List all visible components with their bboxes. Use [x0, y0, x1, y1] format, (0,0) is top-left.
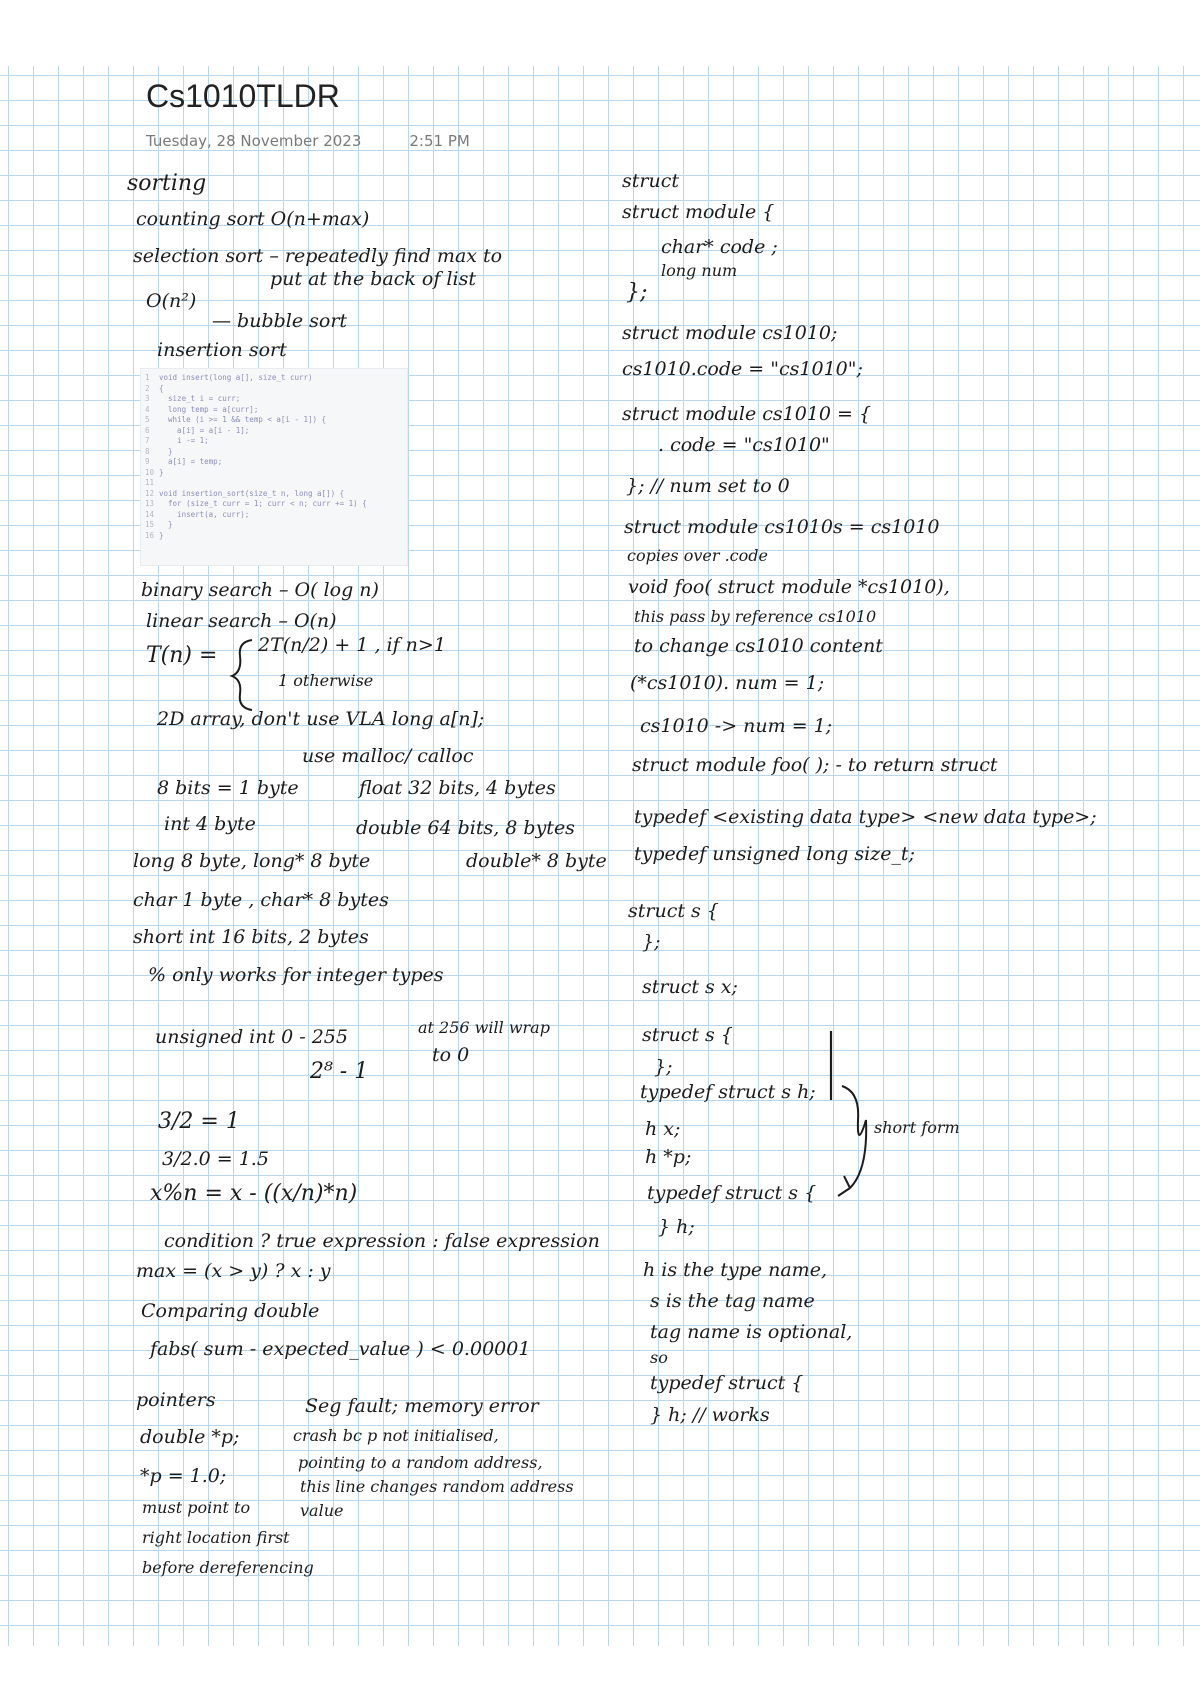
- struct-decl: struct module {: [622, 201, 775, 223]
- code-line: 12 void insertion_sort(size_t n, long a[]) {: [145, 488, 345, 498]
- code-line: 8 }: [145, 446, 173, 456]
- struct-init-close: }; // num set to 0: [626, 475, 790, 497]
- note-type-name: h is the type name,: [643, 1259, 827, 1281]
- code-line: 15 }: [145, 520, 173, 529]
- note-wrap: at 256 will wrap: [418, 1018, 550, 1037]
- note-double-p: double *p;: [140, 1426, 240, 1448]
- struct-init: struct module cs1010 = {: [622, 403, 872, 425]
- struct-return: struct module foo( ); - to return struct: [632, 754, 998, 776]
- struct-field-code: char* code ;: [661, 236, 778, 258]
- code-line: 6 a[i] = a[i - 1];: [145, 425, 250, 435]
- struct-deref-assign: (*cs1010). num = 1;: [630, 672, 825, 694]
- note-tag-optional: tag name is optional,: [650, 1321, 853, 1343]
- struct-s-decl-2: struct s {: [642, 1024, 733, 1046]
- code-line: 16 }: [145, 530, 164, 540]
- code-line: 10 }: [145, 467, 164, 477]
- note-insertion-sort: insertion sort: [157, 339, 287, 361]
- note-tag-name: s is the tag name: [650, 1290, 815, 1312]
- struct-assign-code: cs1010.code = "cs1010";: [622, 358, 863, 380]
- note-counting-sort: counting sort O(n+max): [136, 208, 370, 230]
- code-line: 1 void insert(long a[], size_t curr): [145, 373, 313, 382]
- code-line: 13 for (size_t curr = 1; curr < n; curr += 1) {: [145, 499, 367, 508]
- typedef-syntax: typedef <existing data type> <new data type>;: [634, 806, 1097, 828]
- recurrence-brace: [232, 640, 252, 710]
- note-comparing-double: Comparing double: [141, 1300, 320, 1322]
- note-int-division: 3/2 = 1: [158, 1109, 240, 1134]
- struct-pass-ref: this pass by reference cs1010: [634, 607, 877, 626]
- note-short-form: short form: [874, 1118, 960, 1137]
- short-form-arrow: [838, 1176, 850, 1196]
- note-double: double 64 bits, 8 bytes: [356, 817, 575, 839]
- recurrence-case-1: 2T(n/2) + 1 , if n>1: [258, 634, 446, 656]
- note-bubble-sort: — bubble sort: [212, 310, 348, 332]
- note-byte: 8 bits = 1 byte: [157, 777, 299, 799]
- note-modulo-formula: x%n = x - ((x/n)*n): [150, 1181, 358, 1206]
- heading-struct: struct: [622, 170, 679, 192]
- note-seg-fault-cont2: pointing to a random address,: [298, 1453, 543, 1472]
- note-two-pow-eight: 2⁸ - 1: [310, 1059, 369, 1084]
- typedef-anonymous-close: } h; // works: [650, 1404, 770, 1426]
- struct-s-decl: struct s {: [628, 900, 719, 922]
- page-time: 2:51 PM: [409, 132, 470, 150]
- struct-change-content: to change cs1010 content: [634, 635, 883, 657]
- struct-field-num: long num: [661, 261, 738, 280]
- struct-close: };: [626, 280, 648, 305]
- note-seg-fault: Seg fault; memory error: [305, 1395, 539, 1417]
- note-long: long 8 byte, long* 8 byte: [133, 850, 371, 872]
- short-form-brace: [842, 1086, 866, 1188]
- note-fabs: fabs( sum - expected_value ) < 0.00001: [150, 1338, 531, 1360]
- note-linear-search: linear search – O(n): [146, 610, 337, 632]
- note-selection-sort-cont: put at the back of list: [270, 268, 476, 290]
- note-selection-complexity: O(n²): [146, 290, 197, 312]
- note-ternary-example: max = (x > y) ? x : y: [136, 1260, 331, 1282]
- note-binary-search: binary search – O( log n): [141, 579, 379, 601]
- note-seg-fault-cont3: this line changes random address: [300, 1477, 574, 1496]
- code-line: 2 {: [145, 383, 164, 393]
- h-pointer-var: h *p;: [645, 1146, 692, 1168]
- struct-foo-param: void foo( struct module *cs1010),: [628, 576, 950, 598]
- page-date: Tuesday, 28 November 2023: [146, 132, 362, 150]
- struct-init-field: . code = "cs1010": [658, 434, 830, 456]
- note-malloc: use malloc/ calloc: [302, 745, 474, 767]
- note-must-point-cont2: before dereferencing: [142, 1558, 314, 1577]
- note-wrap-cont: to 0: [432, 1044, 470, 1066]
- note-float-division: 3/2.0 = 1.5: [162, 1148, 269, 1170]
- struct-s-close-2: };: [654, 1056, 673, 1078]
- page-title: Cs1010TLDR: [146, 78, 340, 114]
- note-must-point-cont: right location first: [142, 1528, 290, 1547]
- note-seg-fault-cont4: value: [300, 1501, 344, 1520]
- note-ternary: condition ? true expression : false expression: [164, 1230, 600, 1252]
- recurrence-case-2: 1 otherwise: [278, 671, 374, 690]
- note-float: float 32 bits, 4 bytes: [359, 777, 556, 799]
- heading-sorting: sorting: [127, 171, 207, 196]
- h-var: h x;: [645, 1118, 681, 1140]
- note-2d-array: 2D array, don't use VLA long a[n];: [157, 708, 485, 730]
- note-must-point: must point to: [142, 1498, 251, 1517]
- struct-copy: struct module cs1010s = cs1010: [624, 516, 940, 538]
- typedef-struct-s-inline-close: } h;: [658, 1216, 695, 1238]
- struct-s-close: };: [642, 931, 661, 953]
- typedef-size-t: typedef unsigned long size_t;: [634, 843, 915, 865]
- struct-var: struct module cs1010;: [622, 322, 838, 344]
- note-modulo: % only works for integer types: [148, 964, 444, 986]
- note-int: int 4 byte: [164, 813, 256, 835]
- note-deref: *p = 1.0;: [140, 1465, 227, 1487]
- recurrence-lhs: T(n) =: [146, 643, 218, 668]
- code-line: 5 while (i >= 1 && temp < a[i - 1]) {: [145, 415, 327, 424]
- note-double-pointer: double* 8 byte: [466, 850, 607, 872]
- struct-arrow-assign: cs1010 -> num = 1;: [640, 715, 833, 737]
- code-line: 3 size_t i = curr;: [145, 394, 241, 403]
- struct-s-var: struct s x;: [642, 976, 738, 998]
- note-unsigned-int: unsigned int 0 - 255: [155, 1026, 348, 1048]
- typedef-struct-s-h: typedef struct s h;: [640, 1081, 816, 1103]
- heading-pointers: pointers: [136, 1389, 216, 1411]
- note-selection-sort: selection sort – repeatedly find max to: [133, 245, 503, 267]
- struct-copy-note: copies over .code: [627, 546, 768, 565]
- typedef-anonymous-struct: typedef struct {: [650, 1372, 804, 1394]
- note-char: char 1 byte , char* 8 bytes: [133, 889, 389, 911]
- note-seg-fault-cont1: crash bc p not initialised,: [293, 1426, 499, 1445]
- typedef-struct-s-inline: typedef struct s {: [647, 1182, 817, 1204]
- code-line: 4 long temp = a[curr];: [145, 404, 259, 414]
- code-line: 11: [145, 478, 155, 487]
- note-short-int: short int 16 bits, 2 bytes: [133, 926, 369, 948]
- code-line: 14 insert(a, curr);: [145, 509, 250, 519]
- code-line: 7 i -= 1;: [145, 436, 209, 445]
- note-so: so: [650, 1348, 668, 1367]
- code-line: 9 a[i] = temp;: [145, 457, 223, 466]
